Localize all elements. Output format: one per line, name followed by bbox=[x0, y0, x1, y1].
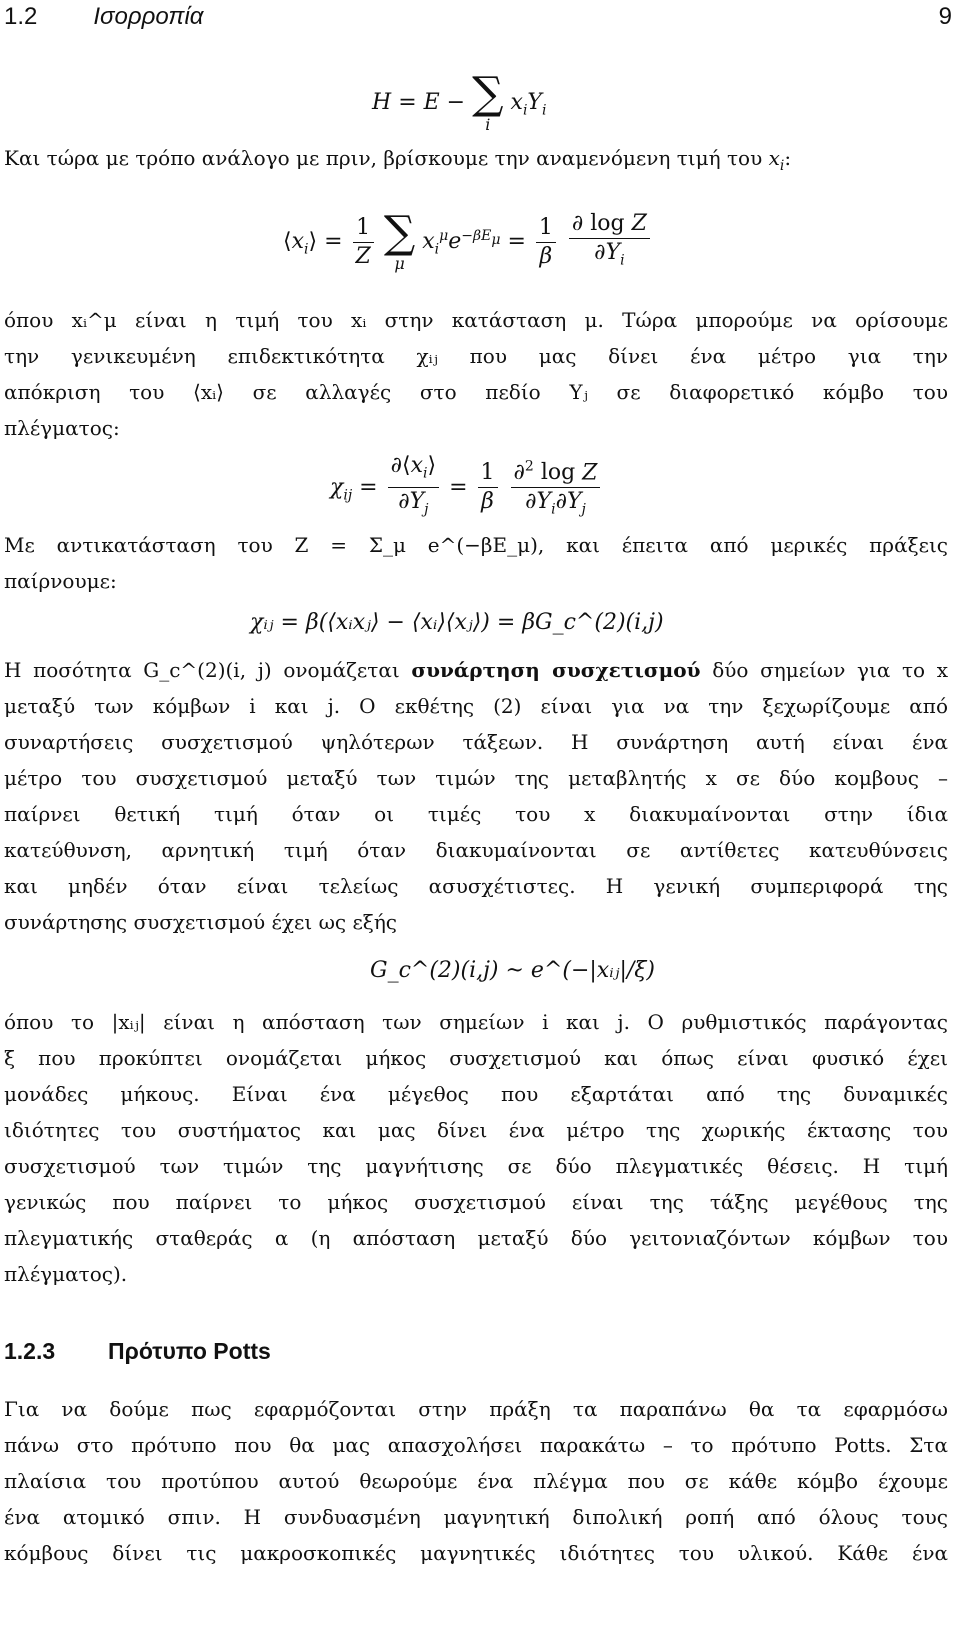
text-line: ιδιότητες του συστήματος και μας δίνει ένα μέτρο της χωρικής έκτασης του bbox=[4, 1118, 948, 1142]
paragraph-potts-intro bbox=[4, 1391, 948, 1571]
text-line: κατεύθυνση, αρνητική τιμή όταν διακυμαίνονται σε αντίθετες κατευθύνσεις bbox=[4, 838, 948, 862]
paragraph-correlation-length bbox=[4, 1004, 948, 1292]
running-header bbox=[4, 0, 952, 34]
paragraph-substitution bbox=[4, 527, 948, 599]
text-line: και μηδέν όταν είναι τελείως ασυσχέτιστες. Η γενική συμπεριφορά της bbox=[4, 874, 948, 898]
text-line: την γενικευμένη επιδεκτικότητα χᵢⱼ που μας δίνει ένα μέτρο για την bbox=[4, 344, 948, 368]
paragraph-correlation-function bbox=[4, 652, 948, 940]
text-line: συνάρτησης συσχετισμού έχει ως εξής bbox=[4, 910, 397, 934]
text-line: μέτρο του συσχετισμού μεταξύ των τιμών της μεταβλητής x σε δύο κομβους – bbox=[4, 766, 948, 790]
text-line: πλέγματος: bbox=[4, 416, 120, 440]
section-number: 1.2 bbox=[4, 3, 38, 30]
subsection-title: Πρότυπο Potts bbox=[108, 1338, 271, 1364]
text-line: ένα ατομικό σπιν. Η συνδυασμένη μαγνητική διπολική ροπή από όλους τους bbox=[4, 1505, 948, 1529]
section-title: Ισορροπία bbox=[93, 3, 204, 30]
text-segment: Η ποσότητα G_c^(2)(i, j) ονομάζεται bbox=[4, 658, 400, 682]
text-line: πάνω στο πρότυπο που θα μας απασχολήσει παρακάτω – το πρότυπο Potts. Στα bbox=[4, 1433, 948, 1457]
paragraph-susceptibility-definition bbox=[4, 302, 948, 446]
text-line: Και τώρα με τρόπο ανάλογο με πριν, βρίσκουμε την αναμενόμενη τιμή του bbox=[4, 146, 763, 170]
text-line: μονάδες μήκους. Είναι ένα μέγεθος που εξαρτάται από της δυναμικές bbox=[4, 1082, 948, 1106]
text-line: συναρτήσεις συσχετισμού ψηλότερων τάξεων. Η συνάρτηση αυτή είναι ένα bbox=[4, 730, 948, 754]
text-line: μεταξύ των κόμβων i και j. Ο εκθέτης (2) είναι για να την ξεχωρίζουμε από bbox=[4, 694, 948, 718]
paragraph-expectation-intro: Και τώρα με τρόπο ανάλογο με πριν, βρίσκουμε την αναμενόμενη τιμή του $x_i$: bbox=[4, 146, 792, 174]
equation-expectation: $⟨x_i⟩$ = $\frac{1}{Z}$ ∑ μ $x_i^\mu e^{-\beta E_\mu}$ = $\frac{1}{\beta}$ $\frac{\text{∂ log Z}}{\partial Y_i}$ bbox=[283, 210, 653, 274]
subsection-heading bbox=[4, 1331, 271, 1371]
equation-correlation: χᵢⱼ = β(⟨xᵢxⱼ⟩ − ⟨xᵢ⟩⟨xⱼ⟩) = βG_c^(2)(i,j) bbox=[250, 610, 664, 635]
text-line: πλέγματος). bbox=[4, 1262, 128, 1286]
text-line: όπου xᵢ^μ είναι η τιμή του xᵢ στην κατάσταση μ. Τώρα μπορούμε να ορίσουμε bbox=[4, 308, 948, 332]
text-line: Με αντικατάσταση του Z = Σ_μ e^(−βE_μ), και έπειτα από μερικές πράξεις bbox=[4, 533, 948, 557]
equation-correlation-decay: G_c^(2)(i,j) ~ e^(−|xᵢⱼ|/ξ) bbox=[370, 958, 655, 983]
page-number: 9 bbox=[938, 3, 952, 30]
text-line: απόκριση του ⟨xᵢ⟩ σε αλλαγές στο πεδίο Yⱼ σε διαφορετικό κόμβο του bbox=[4, 380, 948, 404]
text-line: ξ που προκύπτει ονομάζεται μήκος συσχετισμού και όπως είναι φυσικό έχει bbox=[4, 1046, 948, 1070]
text-segment: δύο σημείων για το x bbox=[712, 658, 949, 682]
text-line: πλεγματικής σταθεράς α (η απόσταση μεταξύ δύο γειτονιαζόντων κόμβων του bbox=[4, 1226, 948, 1250]
text-line: κόμβους δίνει τις μακροσκοπικές μαγνητικές ιδιότητες του υλικού. Κάθε ένα bbox=[4, 1541, 948, 1565]
text-line: παίρνει θετική τιμή όταν οι τιμές του x διακυμαίνονται στην ίδια bbox=[4, 802, 948, 826]
text-line: συσχετισμού των τιμών της μαγνήτισης σε δύο πλεγματικές θέσεις. Η τιμή bbox=[4, 1154, 948, 1178]
text-line: Για να δούμε πως εφαρμόζονται στην πράξη τα παραπάνω θα τα εφαρμόσω bbox=[4, 1397, 948, 1421]
equation-hamiltonian: H = E − ∑ i $x_iY_i$ bbox=[372, 68, 547, 134]
term-correlation-function: συνάρτηση συσχετισμού bbox=[411, 658, 701, 682]
subsection-number: 1.2.3 bbox=[4, 1338, 56, 1364]
equation-susceptibility: $\chi_{ij}$ = $\frac{\partial⟨x_i⟩}{\partial Y_j}$ = $\frac{1}{\beta}$ $\frac{\partial^2 \log Z}{\partial Y_i\partial Y_j}$ bbox=[330, 452, 603, 524]
text-line: πλαίσια του προτύπου αυτού θεωρούμε ένα πλέγμα που σε κάθε κόμβο έχουμε bbox=[4, 1469, 948, 1493]
text-line: παίρνουμε: bbox=[4, 569, 117, 593]
text-line: όπου το |xᵢⱼ| είναι η απόσταση των σημείων i και j. Ο ρυθμιστικός παράγοντας bbox=[4, 1010, 948, 1034]
text-line: γενικώς που παίρνει το μήκος συσχετισμού είναι της τάξης μεγέθους της bbox=[4, 1190, 948, 1214]
